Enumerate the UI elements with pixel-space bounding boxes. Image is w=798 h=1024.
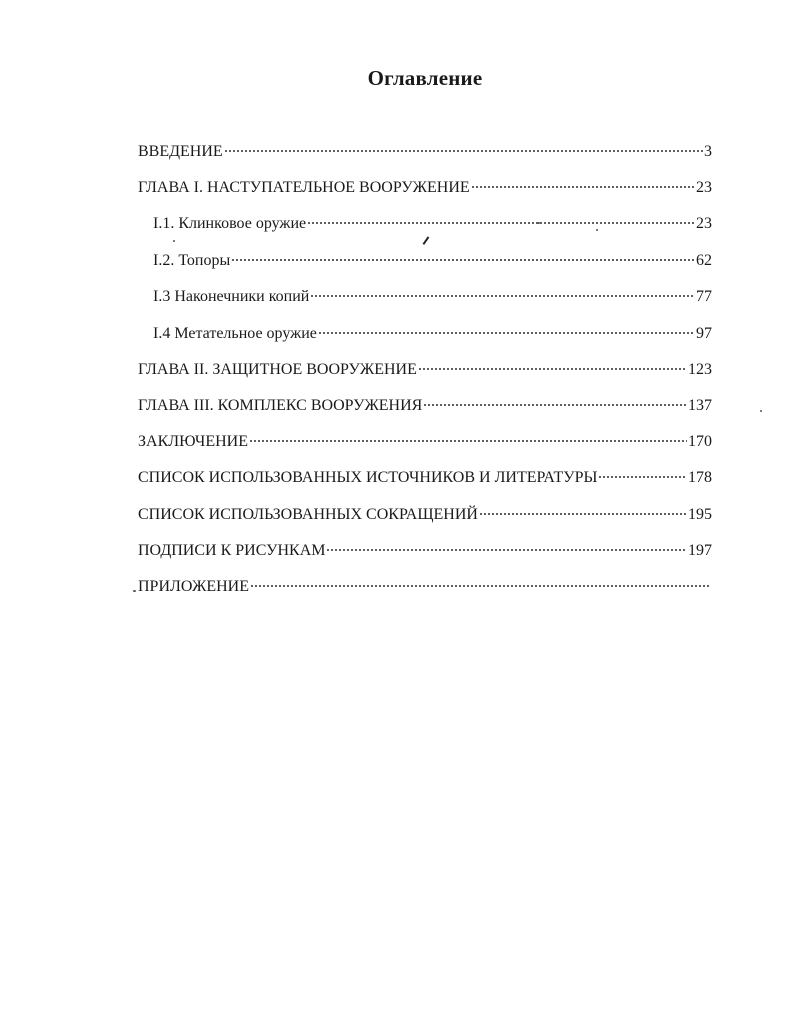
toc-entry-label: ГЛАВА II. ЗАЩИТНОЕ ВООРУЖЕНИЕ — [138, 361, 417, 378]
scan-mark — [423, 236, 429, 244]
toc-entry-label: I.3 Наконечники копий — [153, 288, 310, 305]
dot-leader — [598, 475, 687, 479]
toc-entry-page-number: 23 — [696, 179, 712, 196]
dot-leader — [231, 258, 695, 262]
toc-entry-label: I.4 Метательное оружие — [153, 325, 317, 342]
toc-entry-page-number: 195 — [688, 506, 712, 523]
scan-speck — [596, 229, 598, 231]
toc-entry-page-number: 77 — [696, 288, 712, 305]
toc-entry-section-1-2[interactable] — [153, 251, 712, 271]
toc-entry-page-number: 197 — [688, 542, 712, 559]
toc-entry-label: ВВЕДЕНИЕ — [138, 143, 223, 160]
toc-entry-label: ГЛАВА III. КОМПЛЕКС ВООРУЖЕНИЯ — [138, 397, 423, 414]
scan-speck — [173, 240, 175, 242]
toc-entry-section-1-4[interactable] — [153, 324, 712, 344]
toc-entry-label: ПРИЛОЖЕНИЕ — [138, 578, 250, 595]
toc-entry-page-number: 123 — [688, 361, 712, 378]
dot-leader — [250, 584, 711, 588]
toc-entry-label: I.2. Топоры — [153, 252, 231, 269]
toc-entry-label: ГЛАВА I. НАСТУПАТЕЛЬНОЕ ВООРУЖЕНИЕ — [138, 179, 470, 196]
toc-entry-label: ПОДПИСИ К РИСУНКАМ — [138, 542, 326, 559]
toc-entry-page-number: 3 — [704, 143, 712, 160]
scan-speck — [537, 222, 540, 224]
toc-entry-page-number: 97 — [696, 325, 712, 342]
toc-entry-abbreviations[interactable] — [138, 505, 712, 525]
toc-entry-label: ЗАКЛЮЧЕНИЕ — [138, 433, 248, 450]
toc-entry-section-1-1[interactable] — [153, 214, 712, 234]
toc-entry-label: СПИСОК ИСПОЛЬЗОВАННЫХ СОКРАЩЕНИЙ — [138, 506, 478, 523]
toc-entry-introduction[interactable] — [138, 142, 712, 162]
dot-leader — [318, 331, 695, 335]
toc-entry-figure-captions[interactable] — [138, 541, 712, 561]
dot-leader — [310, 294, 695, 298]
toc-entry-page-number: 23 — [696, 215, 712, 232]
toc-entry-page-number: 137 — [688, 397, 712, 414]
toc-entry-chapter-3[interactable] — [138, 396, 712, 416]
toc-entry-section-1-3[interactable] — [153, 287, 712, 307]
dot-leader — [224, 149, 703, 153]
toc-entry-chapter-1[interactable] — [138, 178, 712, 198]
toc-entry-chapter-2[interactable] — [138, 360, 712, 380]
dot-leader — [307, 221, 695, 225]
dot-leader — [418, 367, 687, 371]
toc-entry-page-number: 170 — [688, 433, 712, 450]
dot-leader — [423, 403, 687, 407]
dot-leader — [471, 185, 695, 189]
dot-leader — [326, 548, 687, 552]
toc-entry-appendix[interactable] — [138, 577, 712, 597]
toc-entry-page-number: 178 — [688, 469, 712, 486]
toc-entry-label: I.1. Клинковое оружие — [153, 215, 307, 232]
toc-entry-label: СПИСОК ИСПОЛЬЗОВАННЫХ ИСТОЧНИКОВ И ЛИТЕРАТУРЫ — [138, 469, 598, 486]
scan-speck — [760, 410, 762, 412]
page-title: Оглавление — [367, 66, 483, 90]
dot-leader — [479, 512, 687, 516]
scan-speck — [133, 590, 136, 592]
toc-entry-sources-literature[interactable] — [138, 468, 712, 488]
toc-entry-conclusion[interactable] — [138, 432, 712, 452]
toc-entry-page-number: 62 — [696, 252, 712, 269]
dot-leader — [249, 439, 687, 443]
